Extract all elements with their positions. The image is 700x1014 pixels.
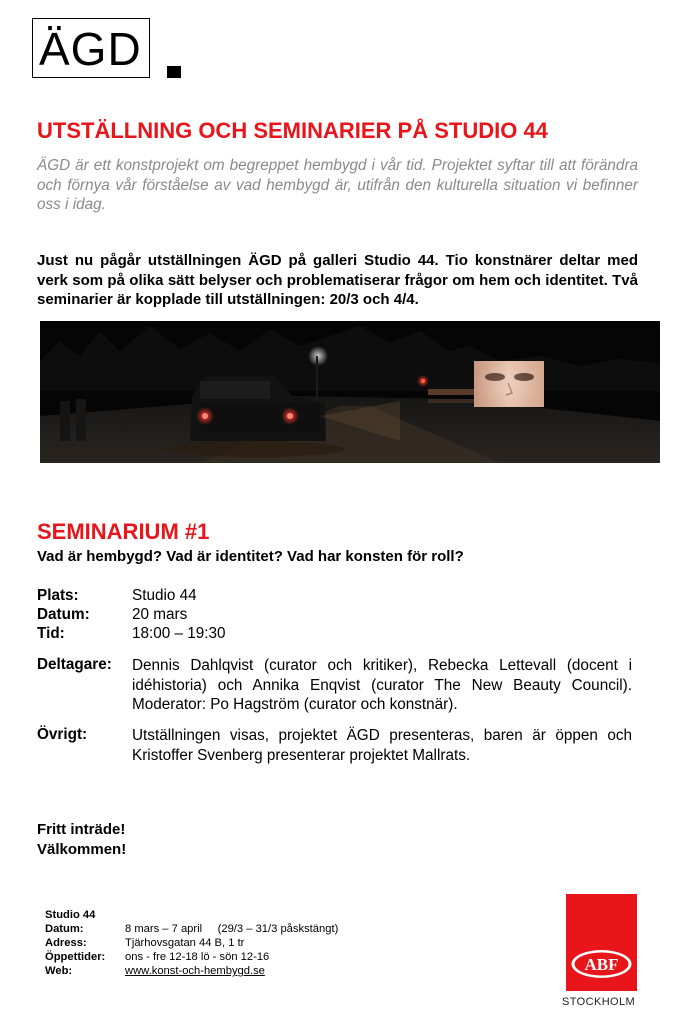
place-label: Plats:: [37, 587, 79, 604]
abf-logo-icon: [566, 894, 637, 991]
footer-hours-label: Öppettider:: [45, 951, 106, 963]
seminar-subtitle: Vad är hembygd? Vad är identitet? Vad har konsten för roll?: [37, 548, 464, 565]
time-value: 18:00 – 19:30: [132, 625, 226, 642]
intro-text: ÄGD är ett konstprojekt om begreppet hembygd i vår tid. Projektet syftar till att förändra och förnya vår förståelse av vad hembygd är, utifrån den kulturella situation vi befinner oss i idag.: [37, 157, 638, 213]
footer-hours-value: ons - fre 12-18 lö - sön 12-16: [125, 951, 270, 963]
abf-city: STOCKHOLM: [562, 996, 636, 1008]
place-value: Studio 44: [132, 587, 197, 604]
abf-logo-text: ABF: [584, 955, 619, 974]
other-value: Utställningen visas, projektet ÄGD presenteras, baren är öppen och Kristoffer Svenberg presenterar projektet Mallrats.: [132, 727, 632, 764]
other-label: Övrigt:: [37, 726, 88, 743]
participants-label: Deltagare:: [37, 656, 112, 673]
footer-address-value: Tjärhovsgatan 44 B, 1 tr: [125, 937, 245, 949]
logo-text: ÄGD: [39, 23, 142, 75]
footer-web-label: Web:: [45, 965, 73, 977]
night-road-photo: [40, 321, 660, 463]
logo-dot: [167, 66, 181, 78]
footer-address-label: Adress:: [45, 937, 87, 949]
welcome: Välkommen!: [37, 840, 127, 858]
footer-venue: Studio 44: [45, 909, 96, 921]
time-label: Tid:: [37, 625, 65, 642]
lead-text: Just nu pågår utställningen ÄGD på galleri Studio 44. Tio konstnärer deltar med verk som på olika sätt belyser och problematiserar frågor om hem och identitet. Två seminarier är kopplade till utställningen: 20/3 och 4/4.: [37, 252, 638, 308]
date-value: 20 mars: [132, 606, 188, 623]
footer-web-value: [125, 965, 265, 977]
website-link[interactable]: www.konst-och-hembygd.se: [125, 965, 265, 977]
logo-box: [32, 18, 150, 78]
footer-date-value: 8 mars – 7 april (29/3 – 31/3 påskstängt): [125, 923, 339, 935]
abf-logo: [566, 894, 637, 991]
footer-date-label: Datum:: [45, 923, 84, 935]
seminar-title: SEMINARIUM #1: [37, 519, 210, 544]
night-road-image: [40, 321, 660, 463]
page-title: UTSTÄLLNING OCH SEMINARIER PÅ STUDIO 44: [37, 118, 548, 143]
participants-value: Dennis Dahlqvist (curator och kritiker), Rebecka Lettevall (docent i idéhistoria) och Annika Enqvist (curator The New Beauty Council). Moderator: Po Hagström (curator och konstnär).: [132, 657, 632, 713]
free-entry: Fritt inträde!: [37, 821, 126, 838]
closing-text: [37, 820, 126, 859]
date-label: Datum:: [37, 606, 90, 623]
